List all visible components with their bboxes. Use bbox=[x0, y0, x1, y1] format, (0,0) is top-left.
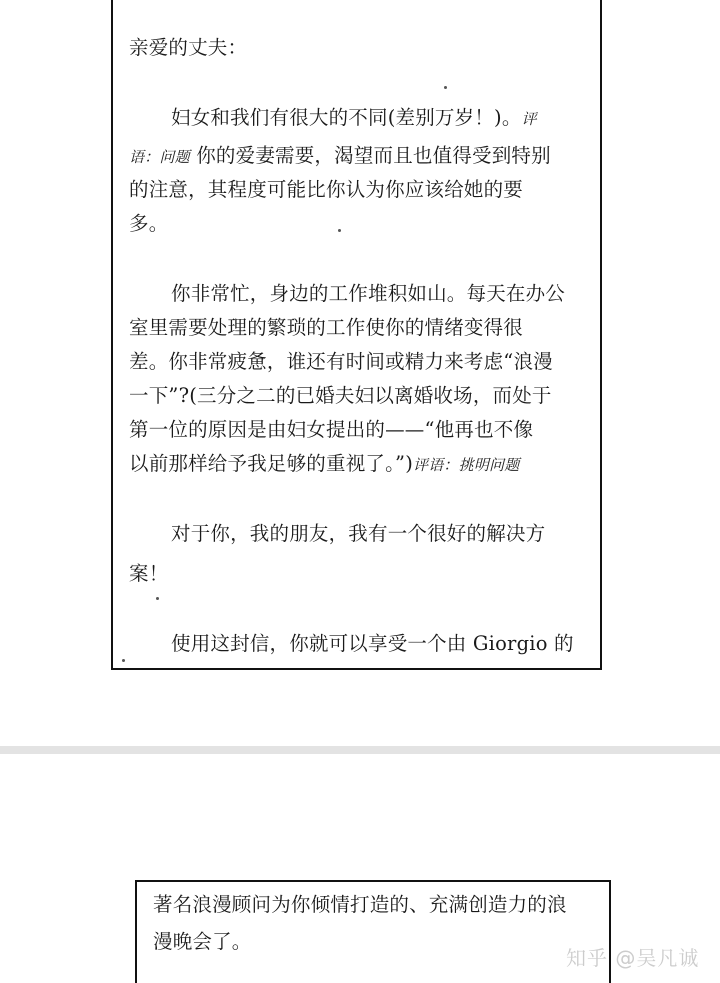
paragraph-3-line-1: 对于你，我的朋友，我有一个很好的解决方 bbox=[171, 522, 546, 545]
paragraph-1-line-3: 的注意，其程度可能比你认为你应该给她的要 bbox=[129, 178, 524, 201]
comment-note: 评 bbox=[521, 110, 537, 128]
comment-note: 评语：挑明问题 bbox=[413, 456, 520, 474]
paragraph-1-text: 妇女和我们有很大的不同(差别万岁！)。 bbox=[171, 106, 522, 129]
scan-speck bbox=[122, 659, 125, 662]
scan-speck bbox=[156, 597, 159, 600]
paragraph-3-line-2: 案！ bbox=[129, 562, 169, 585]
paragraph-2-line-1: 你非常忙，身边的工作堆积如山。每天在办公 bbox=[171, 282, 566, 305]
paragraph-2-text: 以前那样给予我足够的重视了。”) bbox=[129, 452, 414, 475]
paragraph-4-line-1: 使用这封信，你就可以享受一个由 Giorgio 的 bbox=[171, 632, 574, 655]
paragraph-2-line-6 bbox=[129, 452, 519, 477]
scan-speck bbox=[444, 86, 447, 89]
paragraph-1-line-1 bbox=[171, 106, 537, 131]
page-2-line-2: 漫晚会了。 bbox=[153, 930, 252, 953]
paragraph-1-text: 你的爱妻需要，渴望而且也值得受到特别 bbox=[196, 144, 551, 167]
paragraph-2-line-5: 第一位的原因是由妇女提出的——“他再也不像 bbox=[129, 418, 534, 441]
salutation: 亲爱的丈夫： bbox=[129, 36, 248, 59]
paragraph-2-line-2: 室里需要处理的繁琐的工作使你的情绪变得很 bbox=[129, 316, 524, 339]
paragraph-2-line-4: 一下”?(三分之二的已婚夫妇以离婚收场，而处于 bbox=[129, 384, 552, 407]
page-2-line-1: 著名浪漫顾问为你倾情打造的、充满创造力的浪 bbox=[153, 893, 567, 916]
scan-speck bbox=[338, 229, 341, 232]
paragraph-2-line-3: 差。你非常疲惫，谁还有时间或精力来考虑“浪漫 bbox=[129, 350, 553, 373]
comment-note: 语：问题 bbox=[129, 148, 190, 166]
watermark: 知乎 @吴凡诚 bbox=[566, 946, 700, 970]
paragraph-1-line-2 bbox=[129, 144, 551, 169]
paragraph-1-line-4: 多。 bbox=[129, 212, 169, 235]
page-divider bbox=[0, 746, 720, 754]
